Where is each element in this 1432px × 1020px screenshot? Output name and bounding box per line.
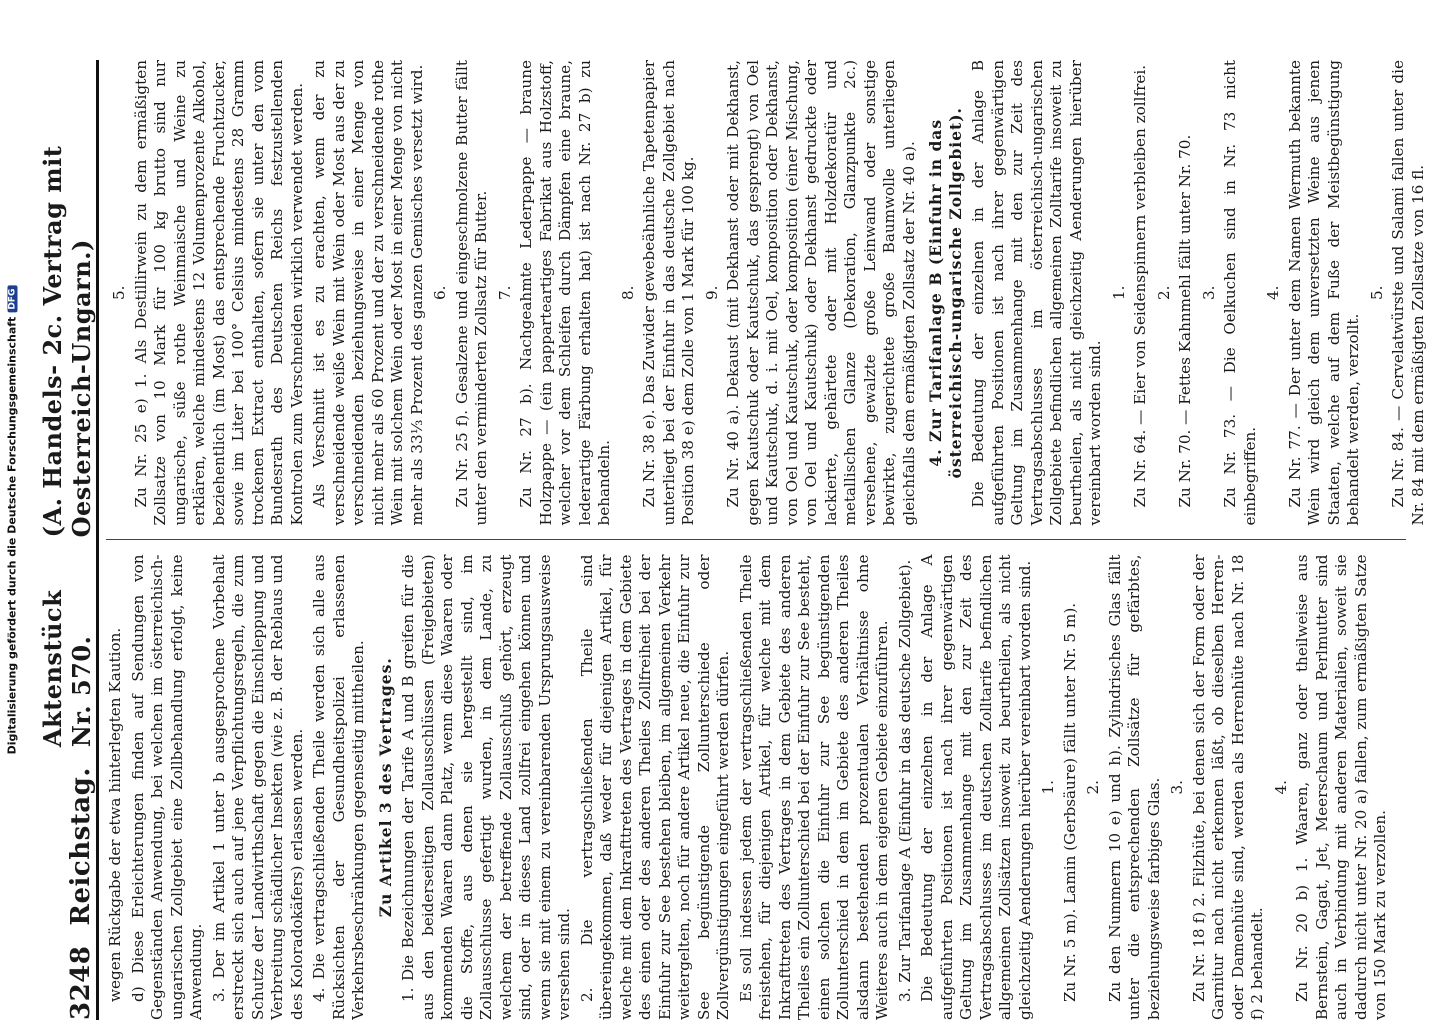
- paragraph: Zu Nr. 25 e) 1. Als Destillirwein zu dem ermäßigten Zollsatze von 10 Mark für 100 kg brutto sind nur ungarische, süße rothe Weinmaische und Weine zu erklären, welche mindestens 12 Volumenprozente Alkohol, beziehentlich (im Most) das entsprechende Fruchtzucker, sowie im Liter bei 100° Celsius mindestens 28 Gramm trockenen Extract enthalten, sofern sie unter den vom Bundesrath des Deutschen Reichs festzustellenden Kontrolen zum Verschneiden wirklich verwendet werden.: [132, 60, 308, 526]
- dfg-logo-icon: DFG: [7, 286, 17, 313]
- item-number: 8.: [619, 60, 639, 526]
- item-number: 4.: [1264, 60, 1284, 526]
- item-number: 2.: [1155, 60, 1175, 526]
- paragraph: Zu Nr. 20 b) 1. Waaren, ganz oder theilweise aus Bernstein, Gagat, Jet, Meerschaum und Perlmutter sind auch in Verbindung mit anderen Materialien, soweit sie dadurch nicht unter Nr. 20 a) fallen, zum ermäßigten Satze von 150 Mark zu verzollen.: [1293, 555, 1391, 1020]
- scanned-page: [50, 60, 1410, 1020]
- paragraph: 1. Die Bezeichnungen der Tarife A und B greifen für die aus den beiderseitigen Zollausschlüssen (Freigebieten) kommenden Waaren dann Platz, wenn diese Waaren oder die Stoffe, aus denen sie hergestellt sind, im Zollausschlusse gefertigt wurden, in dem Lande, zu welchem der betreffende Zollausschluß gehört, erzeugt sind, oder in dieses Land zollfrei eingehen können und wenn sie mit einem zu vereinbarenden Ursprungsausweise versehen sind.: [399, 555, 575, 1020]
- item-number: 3.: [1200, 60, 1220, 526]
- paragraph: Zu Nr. 70. — Fettes Kahnmehl fällt unter Nr. 70.: [1176, 60, 1196, 526]
- paragraph: Zu Nr. 5 m). Lamin (Gerbsäure) fällt unter Nr. 5 m).: [1061, 555, 1081, 1020]
- paragraph: Zu Nr. 84. — Cervelatwürste und Salami fallen unter die Nr. 84 mit dem ermäßigten Zollsatze von 16 fl.: [1389, 60, 1428, 526]
- item-number: 9.: [703, 60, 723, 526]
- item-number: 4.: [1272, 555, 1292, 1020]
- paragraph: 4. Die vertragschließenden Theile werden sich alle aus Rücksichten der Gesundheitspolizei erlassenen Verkehrsbeschränkungen gegenseitig mittheilen.: [310, 555, 369, 1020]
- paragraph: Zu Nr. 73. — Die Oelkuchen sind in Nr. 73 nicht einbegriffen.: [1221, 60, 1260, 526]
- item-number: 1.: [1110, 60, 1130, 526]
- paragraph: Als Verschnitt ist es zu erachten, wenn der zu verschneidende weiße Wein mit Wein oder Most aus der zu verschneidenden beziehungsweise in einer Menge von nicht mehr als 60 Prozent und der zu verschneidende rothe Wein mit solchem Wein oder Most in einer Menge von nicht mehr als 33⅓ Prozent des ganzen Gemisches versetzt wird.: [310, 60, 427, 526]
- item-number: 5.: [110, 60, 130, 526]
- paragraph: d) Diese Erleichterungen finden auf Sendungen von Gegenständen Anwendung, bei welchen im österreichisch-ungarischen Zollgebiet eine Zollbehandlung erfolgt, keine Anwendung.: [129, 555, 207, 1020]
- paragraph: Zu Nr. 40 a). Dekaust (mit Dekhanst oder mit Dekhanst, gegen Kautschuk oder Kautschuk, das gesprengt) von Oel und Kautschuk, d. i. mit Oel, komposition oder Dekhanst, von Oel und Kautschuk, oder komposition (einer Mischung, von Oel und Kautschuk) oder Dekhanst gedruckte oder lackierte, gehärtete oder mit Holzdekoratür und metallischen Glanze (Dekoration, Glanzpunkte 2c.) versehene, gewalzte große Leinwand oder sonstige bewirkte, zugerichtete große Baumwolle unterliegen gleichfalls dem ermäßigten Zollsatz der Nr. 40 a).: [724, 60, 919, 526]
- right-text-column: [106, 60, 1406, 526]
- paragraph: wegen Rückgabe der etwa hinterlegten Kaution.: [106, 555, 126, 1020]
- paragraph: Zu Nr. 25 f). Gesalzene und eingeschmolzene Butter fällt unter den verminderten Zollsatz für Butter.: [453, 60, 492, 526]
- footer-credit: [0, 0, 24, 1000]
- paragraph: Zu Nr. 27 b). Nachgeahmte Lederpappe — braune Holzpappe — (ein papparteartiges Fabrikat aus Holzstoff, welcher vor dem Schleifen durch Dämpfen eine braune, lederartige Färbung erhalten hat) ist nach Nr. 27 b) zu behandeln.: [517, 60, 615, 526]
- item-number: 2.: [1084, 555, 1104, 1020]
- page-header: [50, 60, 99, 1020]
- paragraph: Zu Nr. 38 e). Das Zuwider gewebeähnliche Tapetenpapier unterliegt bei der Einfuhr in das deutsche Zollgebiet nach Position 38 e) dem Zolle von 1 Mark für 100 kg.: [640, 60, 699, 526]
- item-number: 7.: [496, 60, 516, 526]
- footer-credit-text: Digitalisierung gefördert durch die Deutsche Forschungsgemeinschaft: [6, 317, 19, 755]
- section-heading: Zu Artikel 3 des Vertrages.: [376, 555, 396, 1020]
- left-text-column: [106, 555, 1406, 1020]
- item-number: 5.: [1368, 60, 1388, 526]
- paragraph: Zu Nr. 18 f) 2. Filzhüte, bei denen sich der Form oder der Garnitur nach nicht erkennen läßt, ob dieselben Herren- oder Damenhüte sind, werden als Herrenhüte nach Nr. 18 f) 2 behandelt.: [1190, 555, 1268, 1020]
- page-number: 3248: [66, 946, 96, 1020]
- paragraph: Die Bedeutung der einzelnen in der Anlage B aufgeführten Positionen ist nach ihrer gegenwärtigen Geltung im Zusammenhange mit den zur Zeit des Vertragsabschlusses im österreichisch-ungarischen Zollgebiete befindlichen allgemeinen Zolltarife insoweit zu beurtheilen, als nicht gleichzeitig Aenderungen hierüber vereinbart worden sind.: [969, 60, 1106, 526]
- paragraph: Es soll indessen jedem der vertragschließenden Theile freistehen, für diejenigen Artikel, für welche mit dem Inkrafttreten des Vertrages in dem Gebiete des anderen Theiles ein Zollunterschied bei der Einfuhr zur See besteht, einen solchen die Einfuhr zur See begünstigenden Zollunterschied in dem im Gebiete des anderen Theiles alsdann bestehenden prozentualen Verhältnisse ohne Weiteres auch in dem eigenen Gebiete einzuführen.: [737, 555, 893, 1020]
- document-number: Aktenstück Nr. 570.: [38, 557, 96, 747]
- paragraph: Zu Nr. 77. — Der unter dem Namen Wermuth bekannte Wein wird gleich dem unversetzten Weine aus jenen Staaten, welche auf dem Fuße der Meistbegünstigung behandelt werden, verzollt.: [1286, 60, 1364, 526]
- publication-title: Reichstag.: [66, 767, 96, 926]
- item-number: 1.: [1039, 555, 1059, 1020]
- paragraph: 3. Zur Tarifanlage A (Einfuhr in das deutsche Zollgebiet).: [896, 555, 916, 1020]
- item-number: 3.: [1168, 555, 1188, 1020]
- item-number: 6.: [431, 60, 451, 526]
- paragraph: Zu Nr. 64. — Eier von Seidenspinnern verbleiben zollfrei.: [1131, 60, 1151, 526]
- paragraph: 3. Der im Artikel 1 unter b ausgesprochene Vorbehalt erstreckt sich auch auf jene Verpflichtungsregeln, die zum Schutze der Landwirthschaft gegen die Einschleppung und Verbreitung schädlicher Insekten (wie z. B. der Reblaus und des Koloradokäfers) erlassen werden.: [210, 555, 308, 1020]
- paragraph: 2. Die vertragschließenden Theile sind übereingekommen, daß weder für diejenigen Artikel, für welche mit dem Inkrafttreten des Vertrages in dem Gebiete des einen oder des anderen Theiles Zollfreiheit bei der Einfuhr zur See bestehen bleiben, im allgemeinen Verkehr weitergelten, noch für andere Artikel neue, die Einfuhr zur See begünstigende Zollunterschiede oder Zollvergünstigungen eingeführt werden dürfen.: [578, 555, 734, 1020]
- document-subject: (A. Handels- 2c. Vertrag mit Oesterreich-Ungarn.): [38, 60, 96, 537]
- column-divider: [106, 540, 1406, 541]
- paragraph: Die Bedeutung der einzelnen in der Anlage A aufgeführten Positionen ist nach ihrer gegenwärtigen Geltung im Zusammenhange mit den zur Zeit des Vertragsabschlusses im deutschen Zolltarife befindlichen allgemeinen Zollsätzen insoweit zu beurtheilen, als nicht gleichzeitig Aenderungen hierüber vereinbart worden sind.: [918, 555, 1035, 1020]
- section-heading: 4. Zur Tarifanlage B (Einfuhr in das österreichisch-ungarische Zollgebiet).: [926, 60, 965, 526]
- paragraph: Zu den Nummern 10 e) und h). Zylindrisches Glas fällt unter die entsprechenden Zollsätze für gefärbtes, beziehungsweise farbiges Glas.: [1106, 555, 1165, 1020]
